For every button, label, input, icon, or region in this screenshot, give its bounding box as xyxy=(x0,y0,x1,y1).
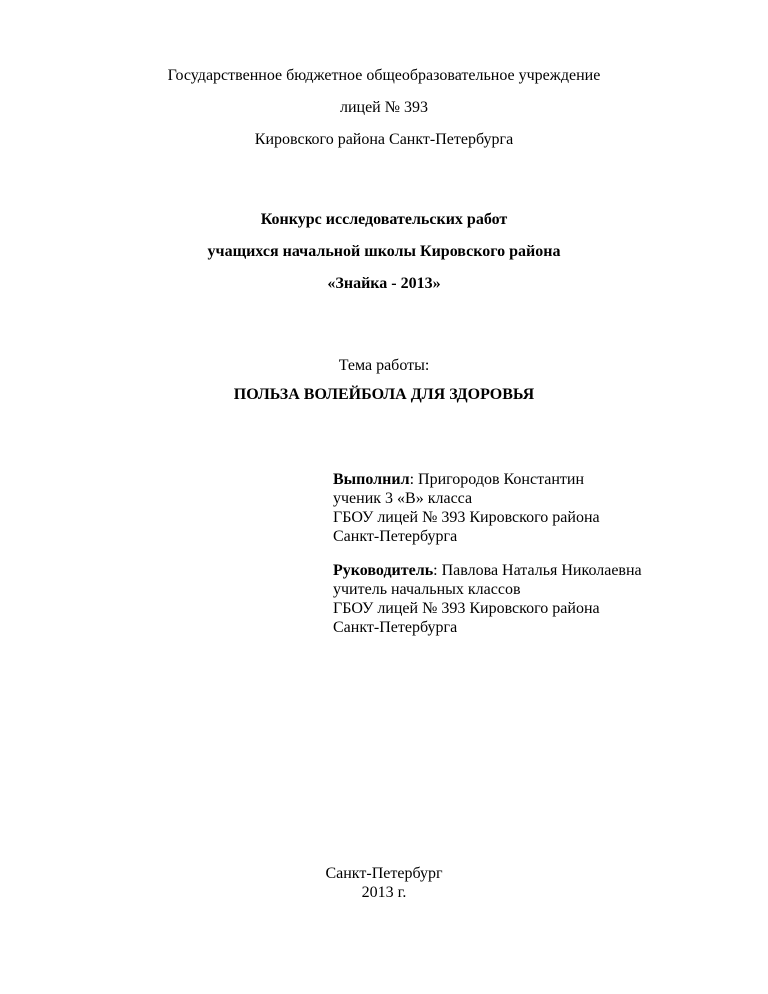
supervisor-block xyxy=(333,561,753,637)
author-name: : Пригородов Константин xyxy=(409,471,585,488)
author-school: ГБОУ лицей № 393 Кировского района xyxy=(333,509,600,526)
author-label: Выполнил xyxy=(333,471,410,488)
author-city: Санкт-Петербурга xyxy=(333,528,458,545)
topic-label: Тема работы: xyxy=(338,357,430,374)
supervisor-city: Санкт-Петербурга xyxy=(333,619,458,636)
supervisor-school: ГБОУ лицей № 393 Кировского района xyxy=(333,600,600,617)
supervisor-name: : Павлова Наталья Николаевна xyxy=(433,562,642,579)
supervisor-label: Руководитель xyxy=(333,562,434,579)
institution-lyceum: лицей № 393 xyxy=(339,99,429,116)
author-block xyxy=(333,470,753,546)
author-class: ученик 3 «В» класса xyxy=(333,490,473,507)
supervisor-role: учитель начальных классов xyxy=(333,581,521,598)
footer-city: Санкт-Петербург xyxy=(325,865,443,882)
contest-participants: учащихся начальной школы Кировского района xyxy=(207,243,561,260)
institution-name: Государственное бюджетное общеобразовательное учреждение xyxy=(167,67,601,84)
author-name-row xyxy=(333,470,753,489)
footer-year: 2013 г. xyxy=(361,884,407,901)
contest-name: «Знайка - 2013» xyxy=(327,275,441,292)
topic-title: ПОЛЬЗА ВОЛЕЙБОЛА ДЛЯ ЗДОРОВЬЯ xyxy=(233,386,535,403)
institution-district: Кировского района Санкт-Петербурга xyxy=(254,131,514,148)
supervisor-name-row xyxy=(333,561,753,580)
contest-title: Конкурс исследовательских работ xyxy=(260,211,508,228)
